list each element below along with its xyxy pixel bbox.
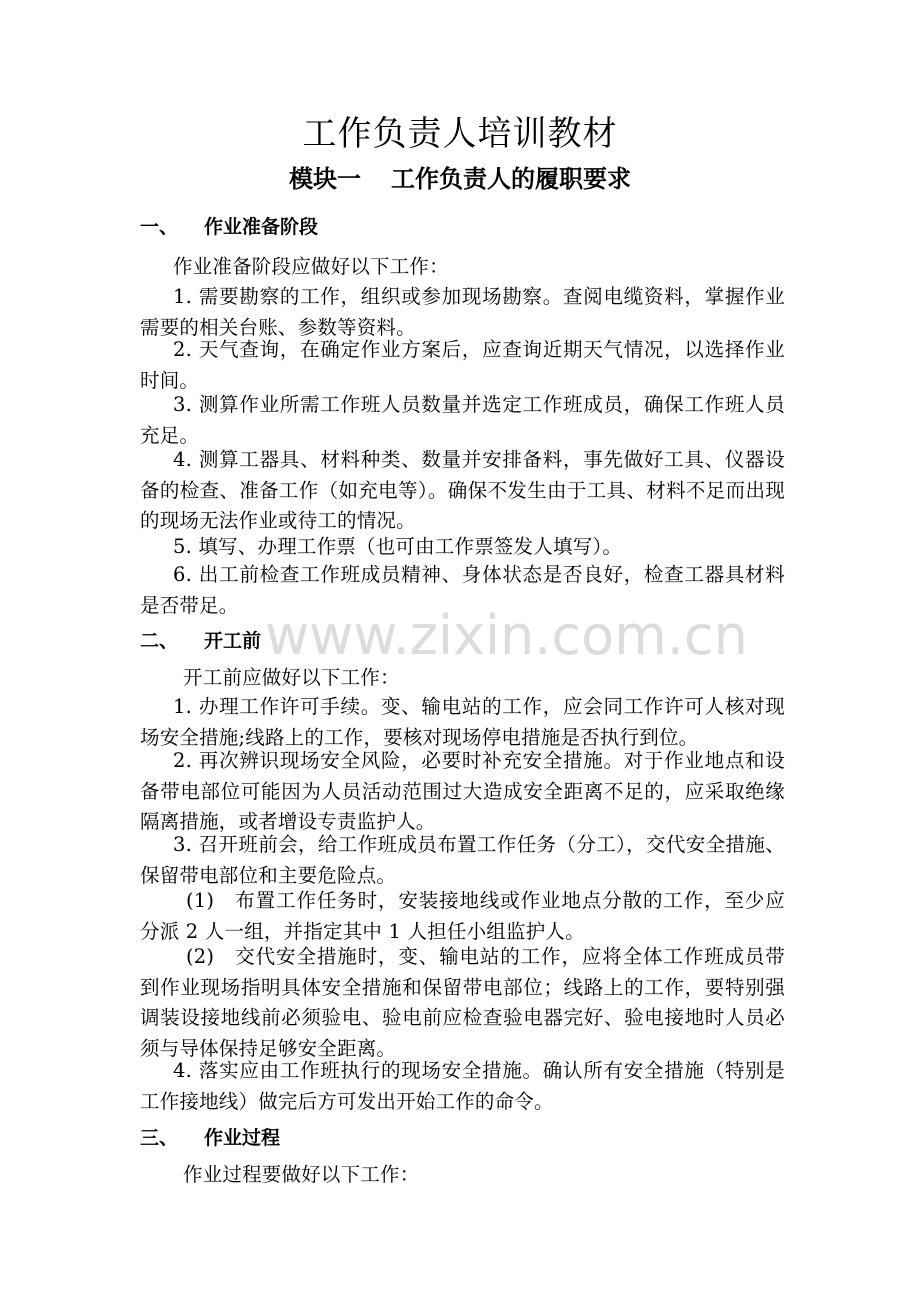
section-title: 作业准备阶段: [204, 216, 319, 238]
list-item: 2. 天气查询，在确定作业方案后，应查询近期天气情况，以选择作业时间。: [140, 338, 785, 392]
list-item: 2. 再次辨识现场安全风险，必要时补充安全措施。对于作业地点和设备带电部位可能因为人员活动范围过大造成安全距离不足的，应采取绝缘隔离措施，或者增设专责监护人。: [140, 749, 785, 833]
section-heading-1: [140, 211, 318, 243]
section-intro: 作业准备阶段应做好以下工作：: [173, 255, 449, 278]
section-title: 开工前: [204, 630, 262, 652]
watermark: www.zixin.com.cn: [265, 604, 748, 667]
list-item: 6. 出工前检查工作班成员精神、身体状态是否良好，检查工器具材料是否带足。: [140, 563, 785, 617]
list-item: 4. 落实应由工作班执行的现场安全措施。确认所有安全措施（特别是工作接地线）做完后方可发出开始工作的命令。: [140, 1059, 785, 1113]
list-item: 3. 召开班前会，给工作班成员布置工作任务（分工），交代安全措施、保留带电部位和主要危险点。: [140, 833, 785, 887]
section-title: 作业过程: [204, 1127, 281, 1149]
module-number: 模块一: [289, 165, 361, 193]
module-title: 工作负责人的履职要求: [391, 165, 631, 193]
list-item: 5. 填写、办理工作票（也可由工作票签发人填写）。: [173, 535, 623, 558]
list-item: 3. 测算作业所需工作班人员数量并选定工作班成员，确保工作班人员充足。: [140, 393, 785, 447]
module-subtitle: [0, 162, 920, 196]
section-intro: 开工前应做好以下工作：: [183, 666, 400, 689]
section-number: 一、: [140, 216, 179, 238]
section-number: 二、: [140, 630, 179, 652]
list-item: 4. 测算工器具、材料种类、数量并安排备料，事先做好工具、仪器设备的检查、准备工作（如充电等）。确保不发生由于工具、材料不足而出现的现场无法作业或待工的情况。: [140, 448, 785, 532]
section-heading-3: [140, 1122, 280, 1154]
list-item: (1) 布置工作任务时，安装接地线或作业地点分散的工作，至少应分派 2 人一组，并指定其中 1 人担任小组监护人。: [140, 889, 785, 943]
list-item: 1. 办理工作许可手续。变、输电站的工作，应会同工作许可人核对现场安全措施;线路上的工作，要核对现场停电措施是否执行到位。: [140, 695, 785, 749]
list-item: 1. 需要勘察的工作，组织或参加现场勘察。查阅电缆资料，掌握作业需要的相关台账、参数等资料。: [140, 285, 785, 339]
section-heading-2: [140, 625, 261, 657]
document-title: 工作负责人培训教材: [302, 114, 618, 154]
section-intro: 作业过程要做好以下工作：: [183, 1163, 420, 1186]
list-item: (2) 交代安全措施时，变、输电站的工作，应将全体工作班成员带到作业现场指明具体安全措施和保留带电部位；线路上的工作，要特别强调装设接地线前必须验电、验电前应检查验电器完好、验电接地时人员必须与导体保持足够安全距离。: [140, 945, 785, 1060]
section-number: 三、: [140, 1127, 179, 1149]
